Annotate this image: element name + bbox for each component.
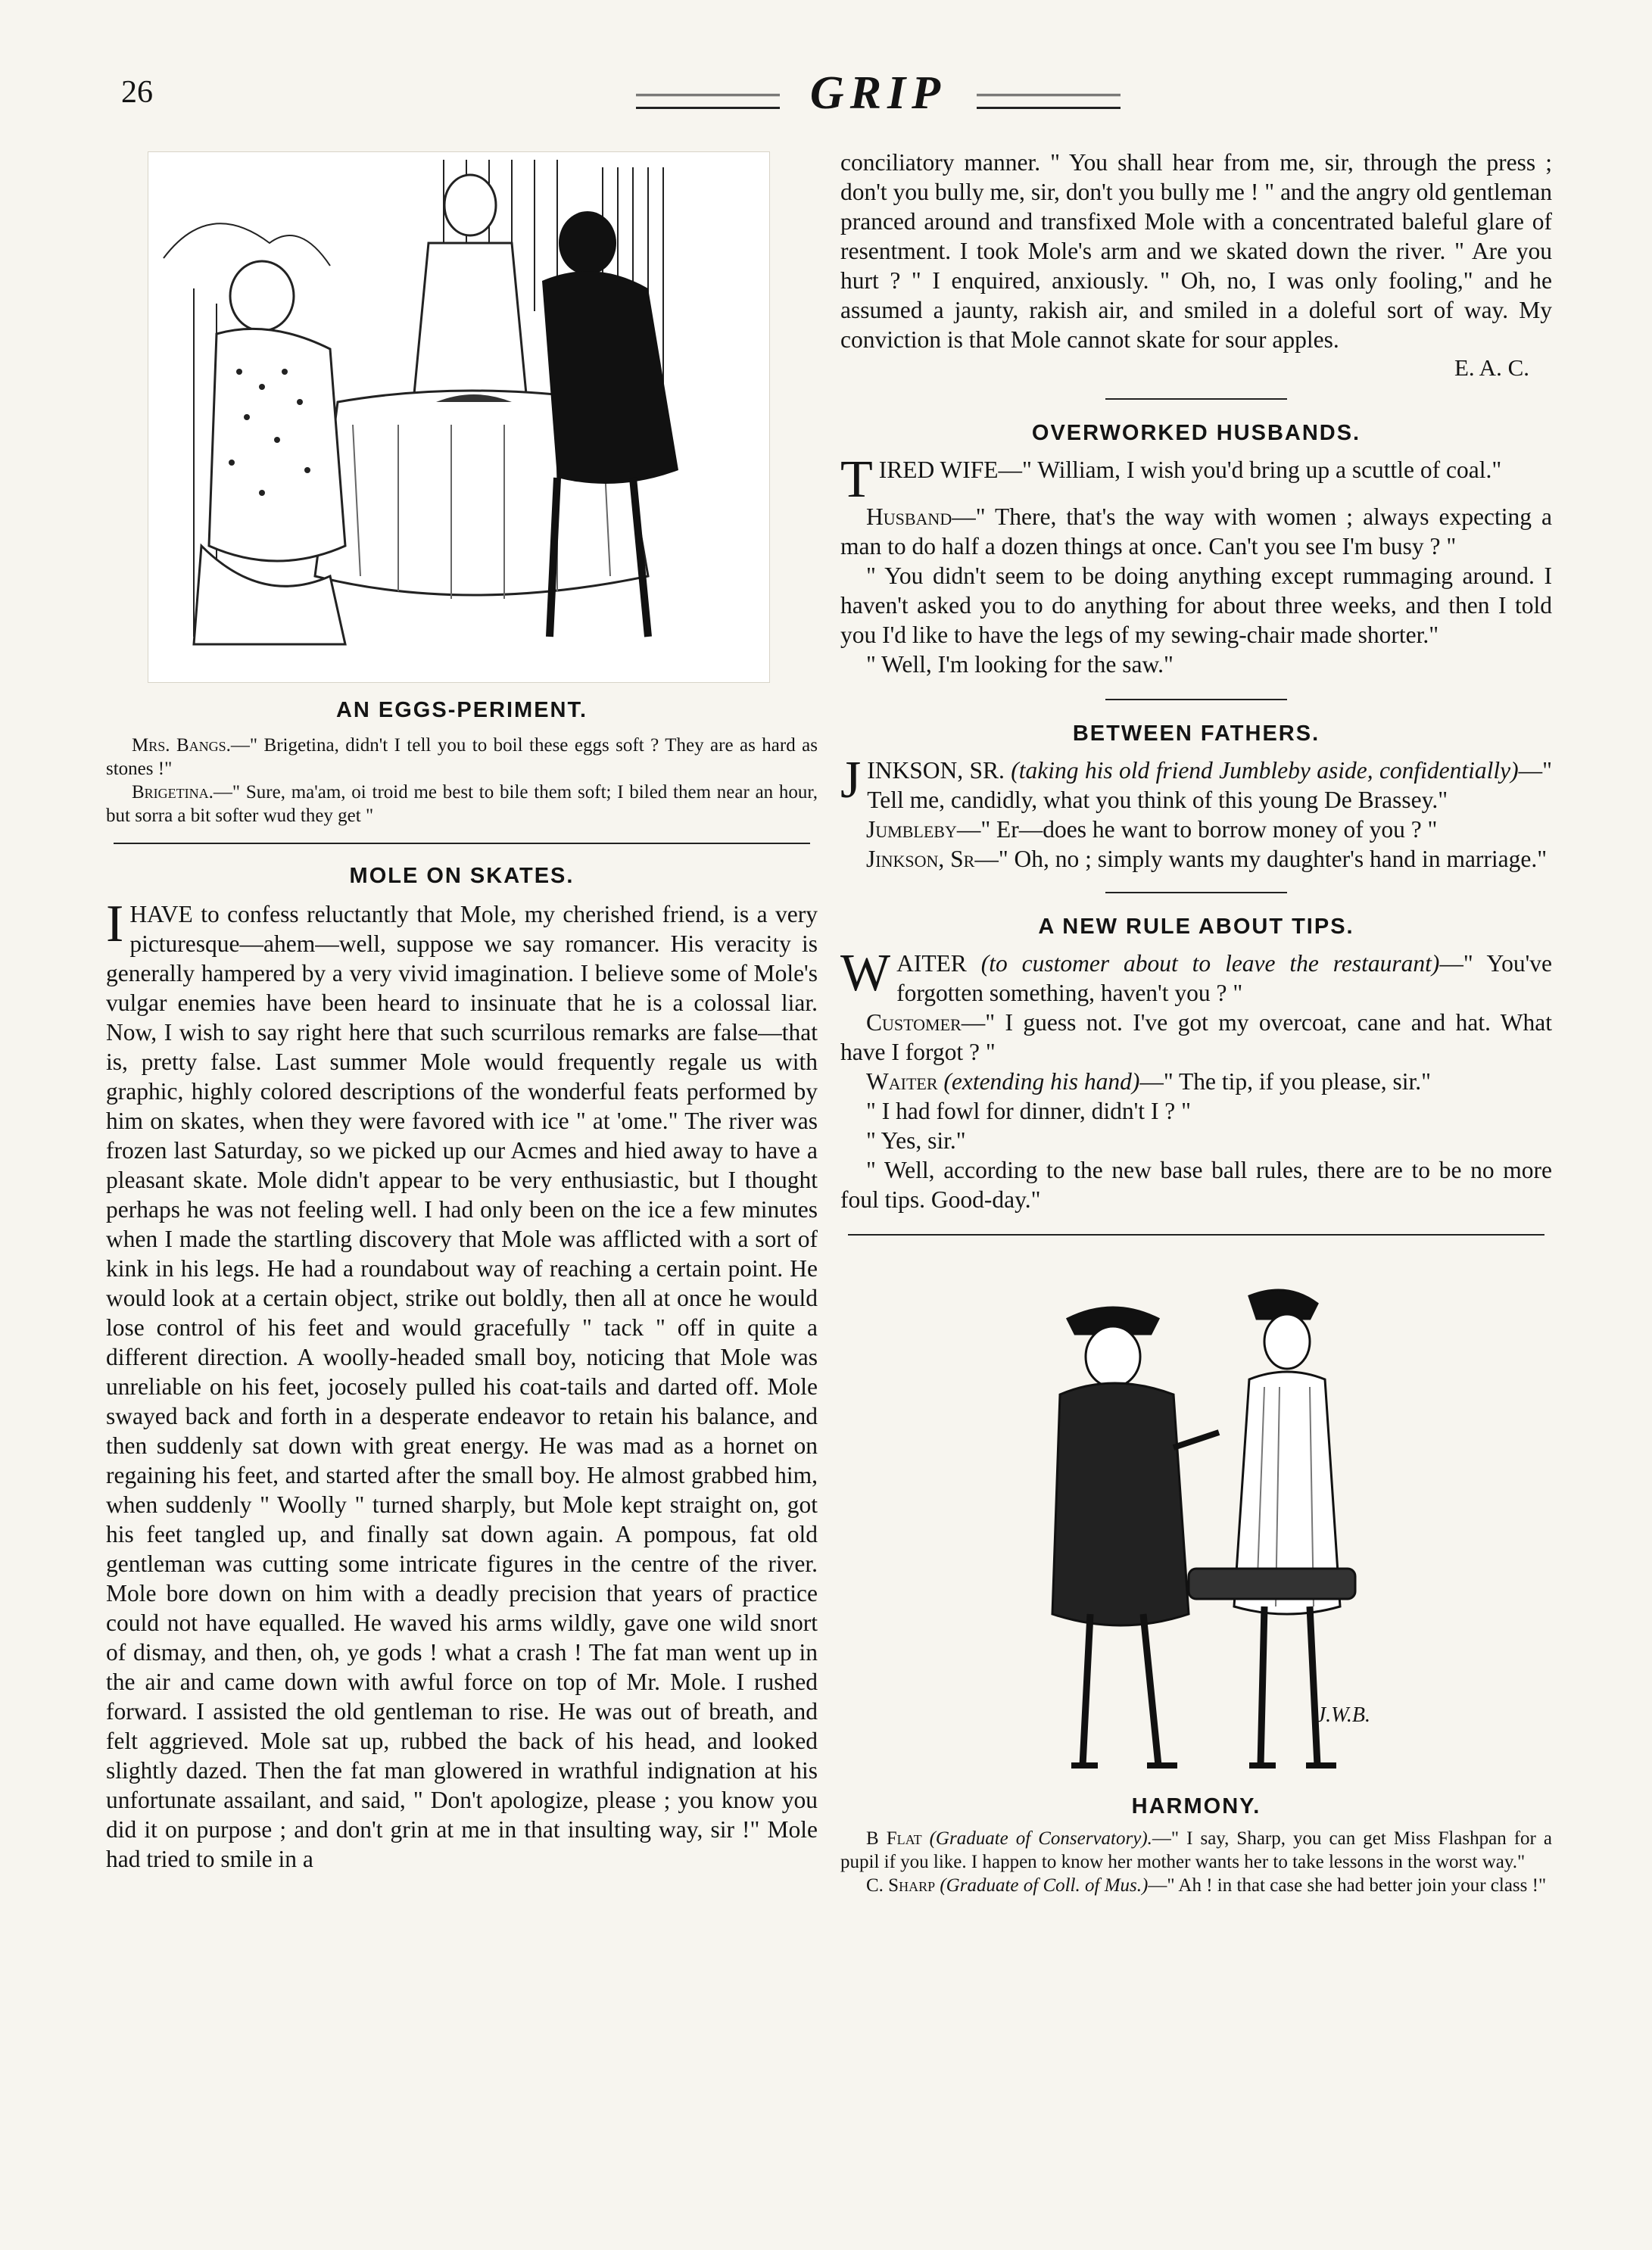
overworked-p3: " You didn't seem to be doing anything except rummaging around. I haven't asked you to do anything for about three weeks, and then I told you I'd like to have the legs of my sewing-chair made shorter." <box>840 562 1552 648</box>
eggs-caption <box>106 698 818 827</box>
mole-title: MOLE ON SKATES. <box>349 864 575 888</box>
overworked-dropcap: T <box>840 450 873 509</box>
overworked-p1-text: IRED WIFE—" William, I wish you'd bring up a scuttle of coal." <box>878 457 1502 483</box>
harmony-line-2 <box>840 1874 1552 1897</box>
fathers-p3-text: —" Oh, no ; simply wants my daughter's hand in marriage." <box>974 846 1548 872</box>
tips-title: A NEW RULE ABOUT TIPS. <box>1038 915 1354 939</box>
fathers-p3 <box>840 844 1552 874</box>
divider <box>114 843 810 844</box>
overworked-p1 <box>840 450 1552 509</box>
tips-speaker-waiter: Waiter <box>866 1068 938 1095</box>
left-column <box>106 151 818 1874</box>
mole-article <box>106 864 818 1874</box>
fathers-p1 <box>840 751 1552 815</box>
tips-speaker-customer: Customer <box>866 1009 962 1036</box>
divider <box>1105 892 1287 893</box>
harmony-text-1: —" I say, Sharp, you can get Miss Flashpan for a pupil if you like. I happen to know her mother wants her to take lessons in the worst way." <box>840 1828 1552 1872</box>
overworked-article <box>840 421 1552 679</box>
fathers-p2 <box>840 815 1552 844</box>
divider <box>1105 398 1287 400</box>
harmony-stage-1: (Graduate of Conservatory). <box>929 1828 1152 1849</box>
harmony-stage-2: (Graduate of Coll. of Mus.) <box>940 1875 1149 1896</box>
eggs-line-1 <box>106 734 818 781</box>
mole-signature: E. A. C. <box>1454 354 1529 381</box>
overworked-p2-text: —" There, that's the way with women ; always expecting a man to do half a dozen things at once. Can't you see I'm busy ? " <box>840 503 1552 559</box>
eggs-text-2: —" Sure, ma'am, oi troid me best to bile them soft; I biled them near an hour, but sorra a bit softer wud they get " <box>106 782 818 826</box>
eggs-text-1: —" Brigetina, didn't I tell you to boil these eggs soft ? They are as hard as stones !" <box>106 735 818 779</box>
eggs-speaker-1: Mrs. Bangs. <box>132 735 231 756</box>
dining-table-drawing <box>148 152 769 682</box>
overworked-p4: " Well, I'm looking for the saw." <box>866 651 1174 678</box>
fathers-p1-text: —" Tell me, candidly, what you think of this young De Brassey." <box>867 757 1552 813</box>
divider <box>848 1234 1544 1236</box>
illustration-two-men <box>999 1266 1393 1781</box>
tips-p2 <box>840 1008 1552 1067</box>
overworked-speaker-husband: Husband <box>866 503 952 530</box>
artist-signature: J.W.B. <box>1316 1703 1370 1727</box>
masthead-rule-right <box>977 94 1121 109</box>
harmony-text-2: —" Ah ! in that case she had better join your class !" <box>1148 1875 1547 1896</box>
tips-p3-text: —" The tip, if you please, sir." <box>1139 1068 1432 1095</box>
overworked-p2 <box>840 502 1552 561</box>
harmony-line-1 <box>840 1827 1552 1874</box>
eggs-line-2 <box>106 781 818 827</box>
tips-article <box>840 915 1552 1214</box>
fathers-speaker-jumbleby: Jumbleby <box>866 816 957 843</box>
eggs-speaker-2: Brigetina. <box>132 782 214 802</box>
tips-p1 <box>840 944 1552 1008</box>
harmony-caption <box>840 1794 1552 1897</box>
overworked-title: OVERWORKED HUSBANDS. <box>1031 421 1361 445</box>
tips-p6: " Well, according to the new base ball rules, there are to be no more foul tips. Good-day." <box>840 1157 1552 1213</box>
harmony-speaker-csharp: C. Sharp <box>866 1875 936 1896</box>
tips-p1-text: —" You've forgotten something, haven't you ? " <box>896 950 1552 1006</box>
masthead <box>606 67 1151 120</box>
fathers-p2-text: —" Er—does he want to borrow money of you ? " <box>956 816 1438 843</box>
mole-continued: conciliatory manner. " You shall hear from me, sir, through the press ; don't you bully me, sir, don't you bully me ! " and the angry old gentleman pranced around and transfixed Mole with a concentrated baleful glare of resentment. I took Mole's arm and we skated down the river. " Are you hurt ? " I enquired, anxiously. " Oh, no, I was only fooling," and he assumed a jaunty, rakish air, and smiled in a doleful sort of way. My conviction is that Mole cannot skate for sour apples. <box>840 149 1552 353</box>
mole-body <box>106 895 818 1874</box>
eggs-title: AN EGGS-PERIMENT. <box>335 698 588 722</box>
tips-p2-text: —" I guess not. I've got my overcoat, cane and hat. What have I forgot ? " <box>840 1009 1552 1065</box>
fathers-p1-stage: (taking his old friend Jumbleby aside, confidentially) <box>1011 757 1519 784</box>
harmony-title: HARMONY. <box>1131 1794 1261 1818</box>
tips-p5: " Yes, sir." <box>866 1127 966 1154</box>
tips-p3 <box>840 1067 1552 1096</box>
tips-dropcap: W <box>840 944 891 1002</box>
tips-p1-stage: (to customer about to leave the restaurant) <box>980 950 1440 977</box>
divider <box>1105 699 1287 700</box>
page-header <box>114 67 1537 127</box>
masthead-rule-left <box>636 94 780 109</box>
page-number: 26 <box>121 75 153 110</box>
fathers-p1-name: INKSON, SR. <box>867 757 1005 784</box>
tips-p3-stage: (extending his hand) <box>943 1068 1140 1095</box>
masthead-title: GRIP <box>809 67 947 119</box>
fathers-title: BETWEEN FATHERS. <box>1072 721 1320 746</box>
tips-p4: " I had fowl for dinner, didn't I ? " <box>866 1098 1192 1124</box>
mole-dropcap: I <box>106 895 124 953</box>
fathers-speaker-jinkson: Jinkson, Sr <box>866 846 975 872</box>
harmony-speaker-bflat: B Flat <box>866 1828 922 1849</box>
fathers-dropcap: J <box>840 751 862 809</box>
illustration-dining-table <box>148 151 770 683</box>
mole-body-text: HAVE to confess reluctantly that Mole, my cherished friend, is a very picturesque—ahem—well, suppose we say romancer. His veracity is generally hampered by a very vivid imagination. I believe some of Mole's vulgar enemies have been heard to insinuate that he is a colossal liar. Now, I wish to say right here that such scurrilous remarks are false—that is, pretty false. Last summer Mole would frequently regale us with graphic, highly colored descriptions of the wonderful feats performed by him on skates, when they were favored with ice " at 'ome." The river was frozen last Saturday, so we picked up our Acmes and hied away to have a pleasant skate. Mole didn't appear to be very enthusiastic, but I thought perhaps he was not feeling well. I had only been on the ice a few minutes when I made the startling discovery that Mole was afflicted with a sort of kink in his legs. He had a roundabout way of reaching a certain point. He would look at a certain object, strike out boldly, then all at once he would lose control of his feet and would gracefully " tack " off in quite a different direction. A woolly-headed small boy, noticing that Mole was unreliable on his feet, jocosely pulled his coat-tails and darted off. Mole swayed back and forth in a desperate endeavor to retain his balance, and then suddenly sat down with great energy. He was mad as a hornet on regaining his feet, and started after the small boy. He almost grabbed him, when suddenly " Woolly " turned sharply, but Mole kept straight on, got his feet tangled up, and finally sat down again. A pompous, fat old gentleman was cutting some intricate figures in the centre of the river. Mole bore down on him with a deadly precision that years of practice could not have equalled. He waved his arms wildly, gave one wild snort of dismay, and then, oh, ye gods ! what a crash ! The fat man went up in the air and came down with awful force on top of Mr. Mole. I rushed forward. I assisted the old gentleman to rise. He was out of breath, and felt aggrieved. Mole sat up, rubbed the back of his head, and looked slightly dazed. Then the fat man glowered in wrathful indignation at his unfortunate assailant, and said, " Don't apologize, please ; you know you did it on purpose ; and don't grin at me in that insulting way, sir !" Mole had tried to smile in a <box>106 901 818 1872</box>
right-column <box>840 148 1552 1897</box>
fathers-article <box>840 721 1552 874</box>
tips-p1-name: AITER <box>896 950 967 977</box>
